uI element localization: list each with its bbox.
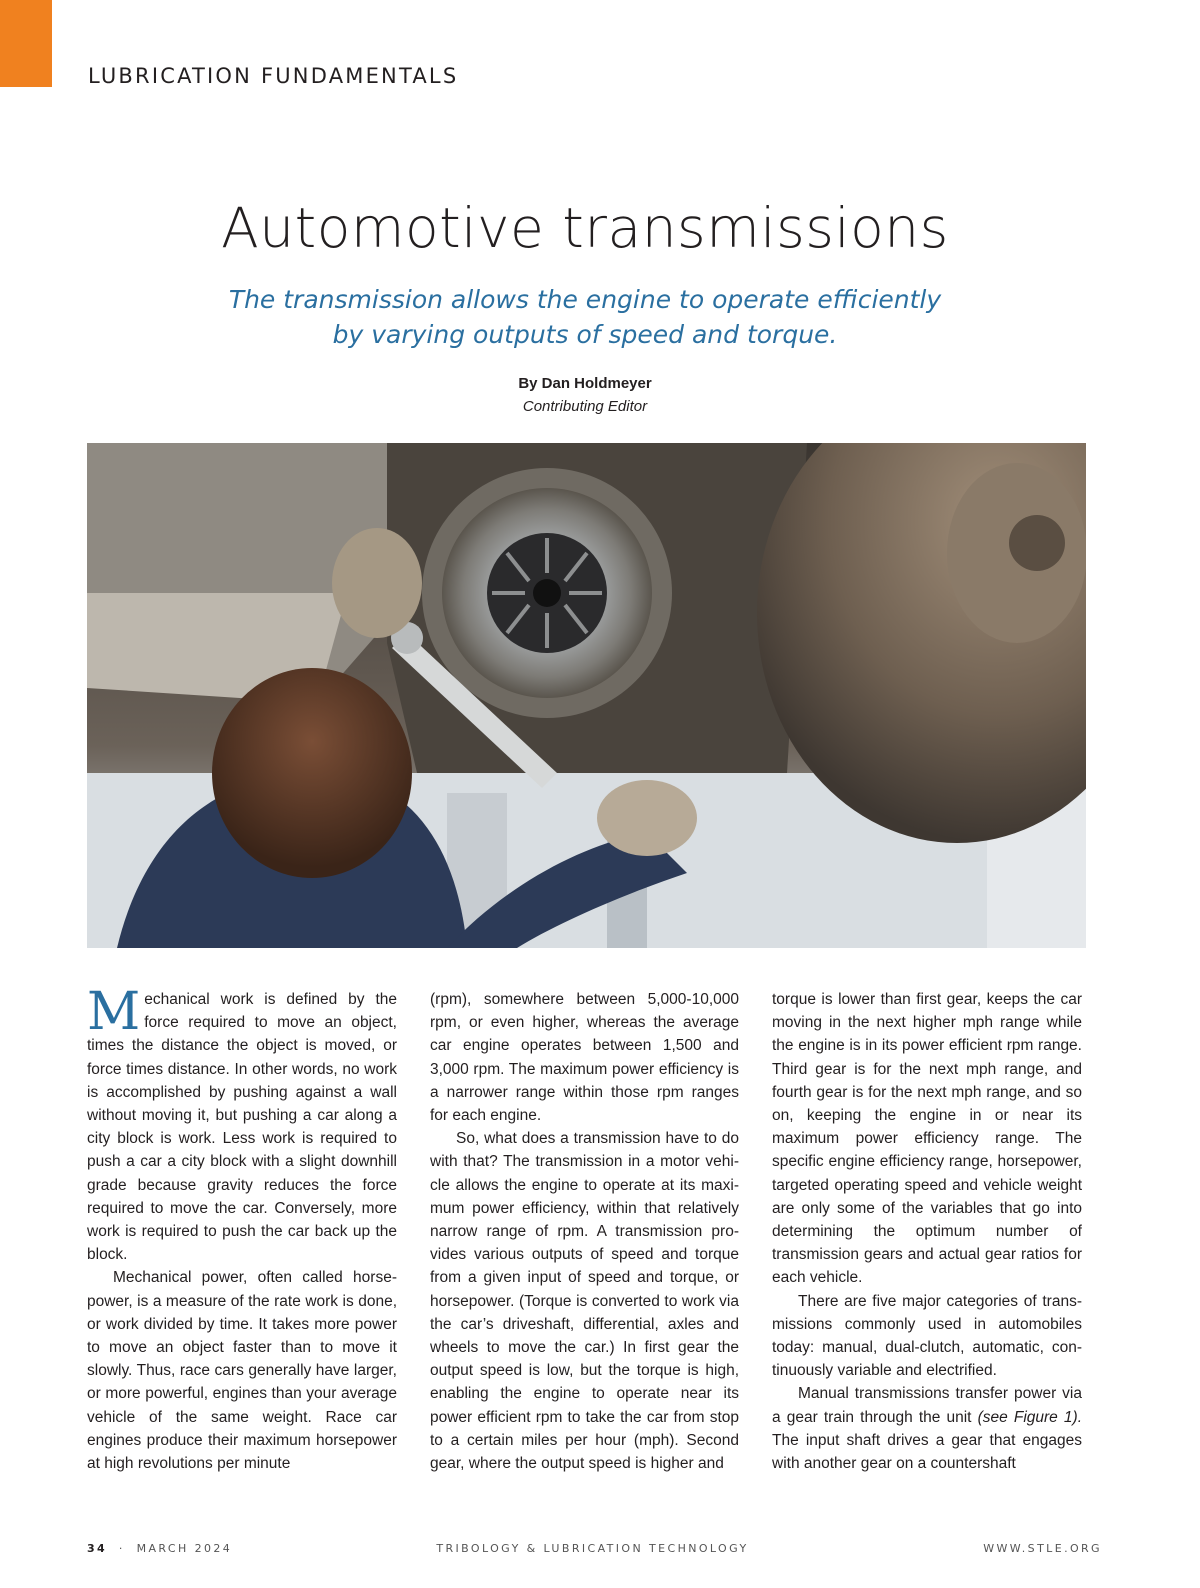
paragraph: There are five major categories of transmissions commonly used in automobiles today: manual, dual-clutch, automatic, continuously variable and electrified. xyxy=(772,1292,1082,1380)
article-title: Automotive transmissions xyxy=(221,196,949,260)
deck-line: by varying outputs of speed and torque. xyxy=(332,320,838,349)
paragraph: torque is lower than first gear, keeps the car moving in the next higher mph range while the engine is in its power efficient rpm range. Third gear is for the next mph range, and fourth gear is for the next mph range, and so on, keeping the engine in or near its maximum power efficiency range. The specific engine efficiency range, horsepower, targeted operating speed and vehicle weight are only some of the variables that go into determining the optimum number of transmission gears and actual gear ratios for each vehicle. xyxy=(772,991,1082,1287)
paragraph xyxy=(87,982,397,1266)
section-accent-block xyxy=(0,0,52,87)
author-role: Contributing Editor xyxy=(522,398,648,415)
paragraph: (rpm), somewhere between 5,000-10,000 rpm, or even higher, whereas the average car engine operates between 1,500 and 3,000 rpm. The maximum power efficiency is a narrower range within those rpm ranges for each engine. xyxy=(430,991,739,1125)
deck-line: The transmission allows the engine to operate efficiently xyxy=(228,285,942,314)
paragraph xyxy=(772,1382,1082,1475)
paragraph: So, what does a transmission have to do with that? The transmission in a motor vehicle allows the engine to operate at its maximum power efficiency, within that relatively narrow range of rpm. A transmission provides various outputs of speed and torque from a given input of speed and torque, or horsepower. (Torque is converted to work via the car’s driveshaft, differential, axles and wheels to move the car.) In first gear the output speed is low, but the torque is high, enabling the engine to operate near its power efficient rpm to take the car from stop to a certain miles per hour (mph). Second gear, where the output speed is higher and xyxy=(430,1130,739,1473)
clutch-photo-illustration xyxy=(87,443,1086,948)
article-deck xyxy=(0,282,1170,352)
body-column-2 xyxy=(430,988,739,1475)
paragraph-text: The input shaft drives a gear that engages with another gear on a countershaft xyxy=(772,1431,1082,1473)
section-label: LUBRICATION FUNDAMENTALS xyxy=(88,64,459,88)
page-number: 34 xyxy=(87,1542,108,1555)
paragraph: Mechanical power, often called horsepower, is a measure of the rate work is done, or work divided by time. It takes more power to move an object faster than to move it slowly. Thus, race cars generally have larger, or more powerful, engines than your average vehicle of the same weight. Race car engines produce their maximum horsepower at high revolutions per minute xyxy=(87,1269,397,1473)
body-column-3 xyxy=(772,988,1082,1475)
paragraph-text: Manual transmissions transfer power via a gear train through the unit xyxy=(772,1385,1082,1426)
paragraph-text: echanical work is defined by the force required to move an object, times the distance the object is moved, or force times distance. In other words, no work is accomplished by pushing against a wall without moving it, but pushing a car along a city block is work. Less work is required to push a car a city block with a slight downhill grade because gravity reduces the force required to move the car. Conversely, more work is required to push the car back up the block. xyxy=(87,991,397,1264)
folio-separator: · xyxy=(118,1542,125,1555)
body-column-1 xyxy=(87,982,397,1475)
byline: By Dan Holdmeyer xyxy=(518,375,652,392)
footer-publication: TRIBOLOGY & LUBRICATION TECHNOLOGY xyxy=(436,1542,749,1555)
issue-date: MARCH 2024 xyxy=(136,1542,233,1555)
figure-reference: (see Figure 1). xyxy=(977,1408,1082,1426)
drop-cap: M xyxy=(87,982,141,1042)
footer-website: WWW.STLE.ORG xyxy=(983,1542,1102,1555)
hero-photo xyxy=(87,443,1086,948)
